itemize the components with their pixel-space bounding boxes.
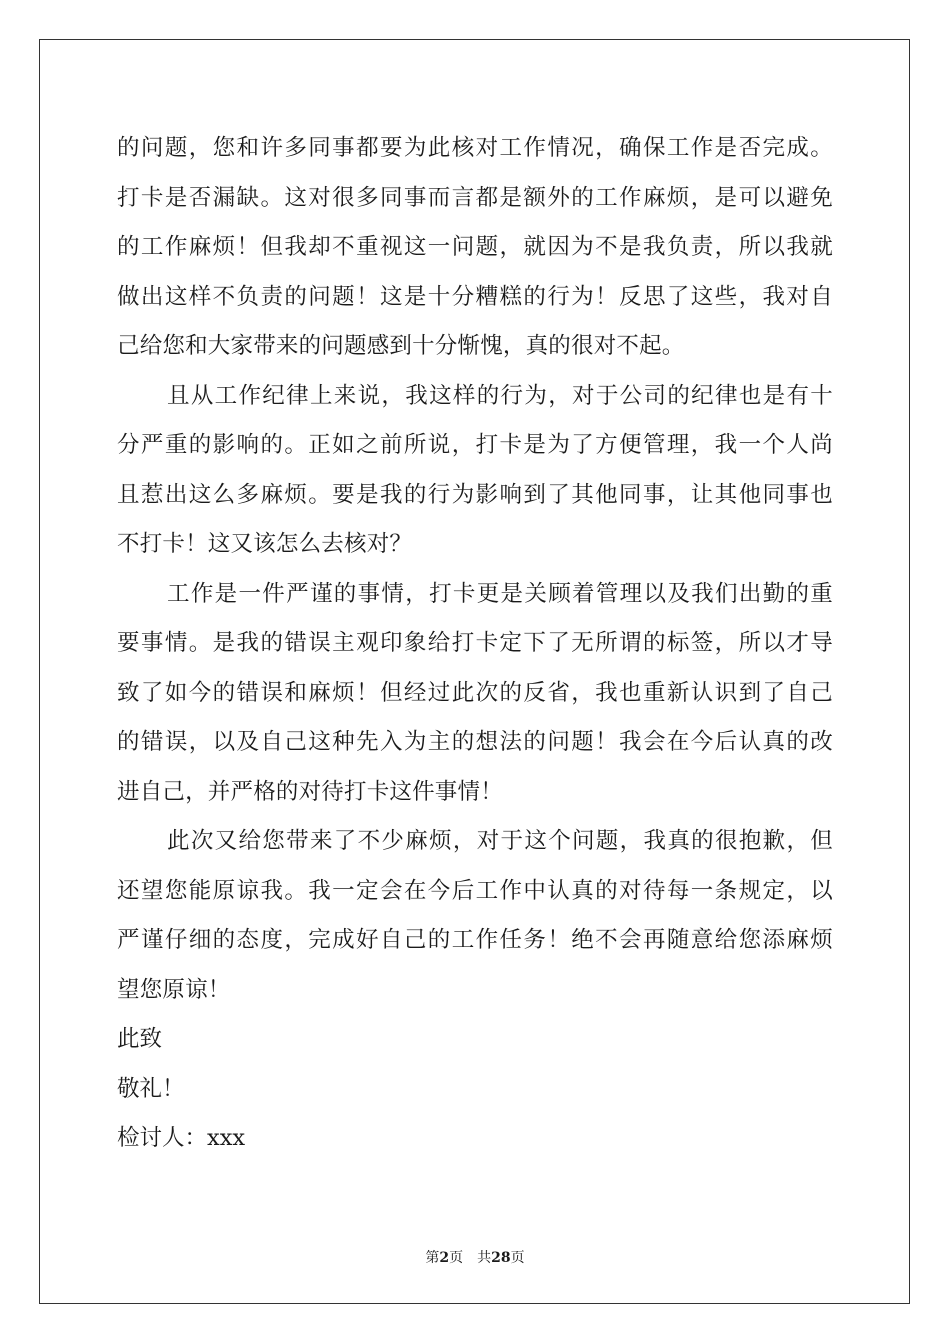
paragraph xyxy=(117,570,833,818)
text-line: 且惹出这么多麻烦。要是我的行为影响到了其他同事，让其他同事也 xyxy=(117,481,833,508)
text-line: 进自己，并严格的对待打卡这件事情！ xyxy=(117,778,503,805)
signature: 检讨人：xxx xyxy=(117,1125,246,1151)
text-line: 要事情。是我的错误主观印象给打卡定下了无所谓的标签，所以才导 xyxy=(117,630,833,656)
text-line: 己给您和大家带来的问题感到十分惭愧，真的很对不起。 xyxy=(117,333,685,359)
total-prefix: 共 xyxy=(477,1250,492,1266)
page-number: 2 xyxy=(439,1250,450,1266)
page-prefix: 第 xyxy=(425,1250,440,1266)
text-line: 的工作麻烦！但我却不重视这一问题，就因为不是我负责，所以我就 xyxy=(117,234,833,260)
text-line: 的问题，您和许多同事都要为此核对工作情况，确保工作是否完成。 xyxy=(117,135,833,161)
closing-regards: 敬礼！ xyxy=(117,1075,185,1102)
paragraph xyxy=(117,372,833,570)
text-line: 此次又给您带来了不少麻烦，对于这个问题，我真的很抱歉，但 xyxy=(167,828,833,854)
text-line: 望您原谅！ xyxy=(117,976,231,1003)
document-body xyxy=(117,124,833,1164)
text-line: 还望您能原谅我。我一定会在今后工作中认真的对待每一条规定，以 xyxy=(117,877,833,904)
text-line: 的错误，以及自己这种先入为主的想法的问题！我会在今后认真的改 xyxy=(117,729,833,755)
paragraph xyxy=(117,124,833,372)
text-line: 且从工作纪律上来说，我这样的行为，对于公司的纪律也是有十 xyxy=(167,382,833,409)
closing-salutation: 此致 xyxy=(117,1026,163,1052)
text-line: 工作是一件严谨的事情，打卡更是关顾着管理以及我们出勤的重 xyxy=(167,580,833,607)
text-line: 致了如今的错误和麻烦！但经过此次的反省，我也重新认识到了自己 xyxy=(117,679,833,706)
total-suffix: 页 xyxy=(510,1250,525,1266)
page-footer xyxy=(0,1247,950,1267)
text-line: 严谨仔细的态度，完成好自己的工作任务！绝不会再随意给您添麻烦 xyxy=(117,927,833,953)
page-suffix: 页 xyxy=(449,1250,464,1266)
total-pages: 28 xyxy=(491,1250,511,1266)
text-line: 分严重的影响的。正如之前所说，打卡是为了方便管理，我一个人尚 xyxy=(117,432,833,458)
text-line: 打卡是否漏缺。这对很多同事而言都是额外的工作麻烦，是可以避免 xyxy=(117,184,833,211)
text-line: 做出这样不负责的问题！这是十分糟糕的行为！反思了这些，我对自 xyxy=(117,283,833,310)
text-line: 不打卡！这又该怎么去核对？ xyxy=(117,531,413,557)
paragraph xyxy=(117,817,833,1015)
